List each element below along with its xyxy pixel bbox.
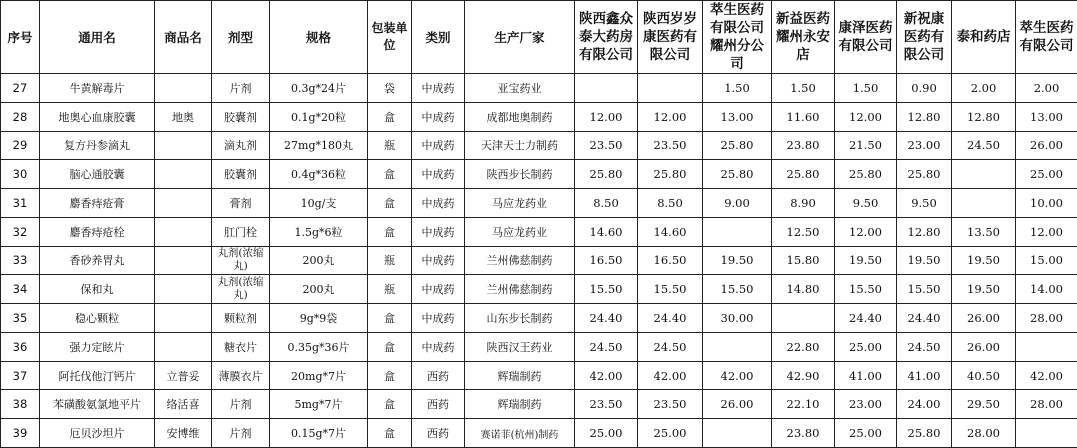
table-row (1, 102, 1077, 131)
header-pharmacy-suisuikang: 陕西岁岁康医药有限公司 (638, 1, 703, 74)
cell-price (952, 160, 1016, 189)
cell-price: 24.50 (952, 131, 1016, 160)
cell-price: 19.50 (897, 246, 952, 275)
cell-price: 25.80 (703, 160, 772, 189)
header-pharmacy-cuisheng-yaozhou: 萃生医药有限公司耀州分公司 (703, 1, 772, 74)
cell-price: 15.50 (575, 275, 638, 304)
cell-price: 16.50 (575, 246, 638, 275)
cell-pack-unit: 盒 (368, 361, 412, 390)
cell-price: 25.80 (575, 160, 638, 189)
cell-price: 14.80 (772, 275, 835, 304)
cell-seq: 37 (1, 361, 40, 390)
cell-manufacturer: 兰州佛慈制药 (465, 275, 575, 304)
cell-seq: 33 (1, 246, 40, 275)
header-dosage-form: 剂型 (212, 1, 270, 74)
header-manufacturer: 生产厂家 (465, 1, 575, 74)
cell-brand-name (155, 189, 212, 218)
cell-price: 1.50 (772, 74, 835, 103)
cell-price (703, 217, 772, 246)
cell-brand-name: 立普妥 (155, 361, 212, 390)
cell-spec: 1.5g*6粒 (270, 217, 368, 246)
header-generic-name: 通用名 (40, 1, 155, 74)
cell-price: 15.50 (703, 275, 772, 304)
cell-manufacturer: 亚宝药业 (465, 74, 575, 103)
cell-price: 25.80 (703, 131, 772, 160)
cell-price: 42.00 (703, 361, 772, 390)
cell-price: 12.50 (772, 217, 835, 246)
cell-manufacturer: 成都地奥制药 (465, 102, 575, 131)
cell-generic-name: 稳心颗粒 (40, 304, 155, 333)
cell-price: 12.00 (575, 102, 638, 131)
cell-price: 24.50 (897, 332, 952, 361)
cell-pack-unit: 盒 (368, 419, 412, 448)
cell-pack-unit: 袋 (368, 74, 412, 103)
cell-spec: 27mg*180丸 (270, 131, 368, 160)
cell-seq: 34 (1, 275, 40, 304)
cell-price (638, 74, 703, 103)
cell-category: 西药 (412, 419, 465, 448)
cell-price: 24.40 (897, 304, 952, 333)
header-pack-unit: 包装单位 (368, 1, 412, 74)
cell-spec: 0.3g*24片 (270, 74, 368, 103)
cell-price: 28.00 (1016, 390, 1077, 419)
header-pharmacy-cuisheng: 萃生医药有限公司 (1016, 1, 1077, 74)
cell-price: 8.50 (575, 189, 638, 218)
cell-manufacturer: 辉瑞制药 (465, 390, 575, 419)
table-row (1, 390, 1077, 419)
cell-price (703, 419, 772, 448)
cell-category: 中成药 (412, 246, 465, 275)
cell-price: 25.80 (835, 160, 897, 189)
cell-price: 19.50 (952, 275, 1016, 304)
cell-price: 13.00 (1016, 102, 1077, 131)
cell-price: 23.50 (575, 390, 638, 419)
cell-price: 25.80 (638, 160, 703, 189)
cell-category: 中成药 (412, 217, 465, 246)
cell-seq: 38 (1, 390, 40, 419)
cell-price: 9.50 (897, 189, 952, 218)
cell-pack-unit: 盒 (368, 217, 412, 246)
cell-pack-unit: 盒 (368, 102, 412, 131)
cell-price: 24.40 (575, 304, 638, 333)
cell-dosage-form: 滴丸剂 (212, 131, 270, 160)
cell-category: 中成药 (412, 74, 465, 103)
cell-spec: 200丸 (270, 275, 368, 304)
cell-price: 23.50 (638, 390, 703, 419)
cell-price: 26.00 (952, 304, 1016, 333)
cell-brand-name: 络活喜 (155, 390, 212, 419)
cell-price: 2.00 (1016, 74, 1077, 103)
header-pharmacy-xinzhongtai: 陕西鑫众泰大药房有限公司 (575, 1, 638, 74)
cell-price: 22.10 (772, 390, 835, 419)
cell-price: 23.80 (772, 419, 835, 448)
cell-pack-unit: 盒 (368, 390, 412, 419)
cell-price: 13.00 (703, 102, 772, 131)
cell-price (1016, 419, 1077, 448)
cell-price: 15.00 (1016, 246, 1077, 275)
cell-brand-name (155, 246, 212, 275)
cell-price: 8.50 (638, 189, 703, 218)
cell-category: 西药 (412, 361, 465, 390)
table-row (1, 217, 1077, 246)
cell-price: 24.00 (897, 390, 952, 419)
table-row (1, 361, 1077, 390)
cell-pack-unit: 瓶 (368, 275, 412, 304)
cell-price: 42.00 (575, 361, 638, 390)
cell-spec: 10g/支 (270, 189, 368, 218)
cell-price: 21.50 (835, 131, 897, 160)
cell-price: 24.50 (638, 332, 703, 361)
cell-price: 42.00 (1016, 361, 1077, 390)
table-row (1, 275, 1077, 304)
cell-spec: 9g*9袋 (270, 304, 368, 333)
cell-dosage-form: 膏剂 (212, 189, 270, 218)
header-seq: 序号 (1, 1, 40, 74)
cell-pack-unit: 盒 (368, 160, 412, 189)
cell-generic-name: 香砂养胃丸 (40, 246, 155, 275)
cell-seq: 28 (1, 102, 40, 131)
cell-brand-name (155, 217, 212, 246)
cell-spec: 0.1g*20粒 (270, 102, 368, 131)
cell-price: 15.80 (772, 246, 835, 275)
cell-spec: 200丸 (270, 246, 368, 275)
cell-price: 14.60 (575, 217, 638, 246)
cell-price: 12.00 (835, 102, 897, 131)
cell-price: 23.00 (897, 131, 952, 160)
cell-price: 42.00 (638, 361, 703, 390)
cell-price: 25.80 (772, 160, 835, 189)
header-category: 类别 (412, 1, 465, 74)
cell-price: 41.00 (835, 361, 897, 390)
table-row (1, 332, 1077, 361)
cell-price: 25.80 (897, 419, 952, 448)
header-spec: 规格 (270, 1, 368, 74)
cell-price: 12.80 (897, 102, 952, 131)
cell-dosage-form: 肛门栓 (212, 217, 270, 246)
cell-dosage-form: 胶囊剂 (212, 102, 270, 131)
cell-seq: 39 (1, 419, 40, 448)
header-pharmacy-taihe: 泰和药店 (952, 1, 1016, 74)
cell-brand-name (155, 74, 212, 103)
cell-category: 中成药 (412, 102, 465, 131)
cell-brand-name: 地奥 (155, 102, 212, 131)
table-row (1, 304, 1077, 333)
cell-generic-name: 牛黄解毒片 (40, 74, 155, 103)
cell-seq: 29 (1, 131, 40, 160)
cell-price: 10.00 (1016, 189, 1077, 218)
table-row (1, 246, 1077, 275)
cell-price: 2.00 (952, 74, 1016, 103)
cell-seq: 30 (1, 160, 40, 189)
cell-price: 9.50 (835, 189, 897, 218)
cell-price: 12.00 (835, 217, 897, 246)
cell-price (575, 74, 638, 103)
cell-generic-name: 厄贝沙坦片 (40, 419, 155, 448)
cell-price: 12.80 (952, 102, 1016, 131)
cell-category: 西药 (412, 390, 465, 419)
cell-seq: 27 (1, 74, 40, 103)
cell-pack-unit: 瓶 (368, 246, 412, 275)
cell-brand-name (155, 160, 212, 189)
cell-price: 30.00 (703, 304, 772, 333)
cell-manufacturer: 辉瑞制药 (465, 361, 575, 390)
cell-manufacturer: 天津天士力制药 (465, 131, 575, 160)
cell-price: 41.00 (897, 361, 952, 390)
cell-category: 中成药 (412, 189, 465, 218)
cell-price: 13.50 (952, 217, 1016, 246)
cell-price: 19.50 (835, 246, 897, 275)
cell-pack-unit: 盒 (368, 189, 412, 218)
cell-price: 23.80 (772, 131, 835, 160)
cell-price: 23.00 (835, 390, 897, 419)
cell-category: 中成药 (412, 275, 465, 304)
cell-price: 0.90 (897, 74, 952, 103)
cell-price: 22.80 (772, 332, 835, 361)
cell-price: 42.90 (772, 361, 835, 390)
cell-price: 25.00 (638, 419, 703, 448)
table-row (1, 419, 1077, 448)
cell-price: 15.50 (835, 275, 897, 304)
header-pharmacy-xinyi-yongan: 新益医药耀州永安店 (772, 1, 835, 74)
cell-brand-name (155, 304, 212, 333)
cell-pack-unit: 瓶 (368, 131, 412, 160)
cell-price: 9.00 (703, 189, 772, 218)
cell-dosage-form: 薄膜衣片 (212, 361, 270, 390)
cell-spec: 0.15g*7片 (270, 419, 368, 448)
cell-price: 28.00 (952, 419, 1016, 448)
cell-generic-name: 强力定眩片 (40, 332, 155, 361)
cell-price (703, 332, 772, 361)
cell-price: 14.60 (638, 217, 703, 246)
cell-manufacturer: 马应龙药业 (465, 189, 575, 218)
cell-generic-name: 脑心通胶囊 (40, 160, 155, 189)
cell-price: 8.90 (772, 189, 835, 218)
cell-price: 24.40 (835, 304, 897, 333)
cell-manufacturer: 陕西步长制药 (465, 160, 575, 189)
cell-dosage-form: 丸剂(浓缩丸) (212, 246, 270, 275)
cell-price: 1.50 (835, 74, 897, 103)
cell-price: 24.50 (575, 332, 638, 361)
cell-dosage-form: 丸剂(浓缩丸) (212, 275, 270, 304)
cell-price: 26.00 (952, 332, 1016, 361)
cell-price (952, 189, 1016, 218)
cell-price (1016, 332, 1077, 361)
table-row (1, 74, 1077, 103)
cell-pack-unit: 盒 (368, 304, 412, 333)
cell-price: 19.50 (952, 246, 1016, 275)
cell-manufacturer: 陕西汉王药业 (465, 332, 575, 361)
cell-price: 26.00 (1016, 131, 1077, 160)
cell-price: 16.50 (638, 246, 703, 275)
cell-brand-name (155, 332, 212, 361)
cell-manufacturer: 山东步长制药 (465, 304, 575, 333)
cell-generic-name: 保和丸 (40, 275, 155, 304)
cell-manufacturer: 马应龙药业 (465, 217, 575, 246)
cell-price: 25.00 (835, 419, 897, 448)
cell-spec: 0.4g*36粒 (270, 160, 368, 189)
cell-brand-name (155, 275, 212, 304)
cell-price: 12.80 (897, 217, 952, 246)
cell-price: 12.00 (638, 102, 703, 131)
cell-category: 中成药 (412, 332, 465, 361)
cell-price: 23.50 (638, 131, 703, 160)
cell-seq: 31 (1, 189, 40, 218)
cell-category: 中成药 (412, 131, 465, 160)
cell-spec: 20mg*7片 (270, 361, 368, 390)
cell-pack-unit: 盒 (368, 332, 412, 361)
cell-price: 25.00 (575, 419, 638, 448)
cell-price: 24.40 (638, 304, 703, 333)
cell-generic-name: 麝香痔疮膏 (40, 189, 155, 218)
cell-seq: 36 (1, 332, 40, 361)
cell-generic-name: 地奥心血康胶囊 (40, 102, 155, 131)
cell-price: 15.50 (897, 275, 952, 304)
table-row (1, 160, 1077, 189)
cell-category: 中成药 (412, 160, 465, 189)
cell-dosage-form: 片剂 (212, 74, 270, 103)
cell-price: 11.60 (772, 102, 835, 131)
cell-brand-name (155, 131, 212, 160)
cell-price: 29.50 (952, 390, 1016, 419)
cell-manufacturer: 赛诺菲(杭州)制药 (465, 419, 575, 448)
cell-price: 1.50 (703, 74, 772, 103)
cell-price: 25.00 (835, 332, 897, 361)
cell-dosage-form: 片剂 (212, 390, 270, 419)
cell-price: 26.00 (703, 390, 772, 419)
table-header (1, 1, 1077, 74)
cell-price: 19.50 (703, 246, 772, 275)
cell-price: 23.50 (575, 131, 638, 160)
header-row (1, 1, 1077, 74)
table-row (1, 131, 1077, 160)
cell-dosage-form: 胶囊剂 (212, 160, 270, 189)
header-pharmacy-xinzhukang: 新祝康医药有限公司 (897, 1, 952, 74)
cell-price: 14.00 (1016, 275, 1077, 304)
cell-price: 40.50 (952, 361, 1016, 390)
cell-price: 12.00 (1016, 217, 1077, 246)
cell-dosage-form: 糖衣片 (212, 332, 270, 361)
table-body (1, 74, 1077, 448)
cell-spec: 0.35g*36片 (270, 332, 368, 361)
cell-manufacturer: 兰州佛慈制药 (465, 246, 575, 275)
cell-price: 28.00 (1016, 304, 1077, 333)
cell-price: 25.00 (1016, 160, 1077, 189)
cell-generic-name: 复方丹参滴丸 (40, 131, 155, 160)
cell-seq: 32 (1, 217, 40, 246)
header-brand-name: 商品名 (155, 1, 212, 74)
cell-generic-name: 麝香痔疮栓 (40, 217, 155, 246)
cell-price (772, 304, 835, 333)
cell-dosage-form: 片剂 (212, 419, 270, 448)
cell-brand-name: 安博维 (155, 419, 212, 448)
cell-price: 25.80 (897, 160, 952, 189)
cell-dosage-form: 颗粒剂 (212, 304, 270, 333)
cell-seq: 35 (1, 304, 40, 333)
cell-generic-name: 阿托伐他汀钙片 (40, 361, 155, 390)
cell-generic-name: 苯磺酸氨氯地平片 (40, 390, 155, 419)
cell-spec: 5mg*7片 (270, 390, 368, 419)
header-pharmacy-kangze: 康泽医药有限公司 (835, 1, 897, 74)
table-row (1, 189, 1077, 218)
cell-price: 15.50 (638, 275, 703, 304)
cell-category: 中成药 (412, 304, 465, 333)
